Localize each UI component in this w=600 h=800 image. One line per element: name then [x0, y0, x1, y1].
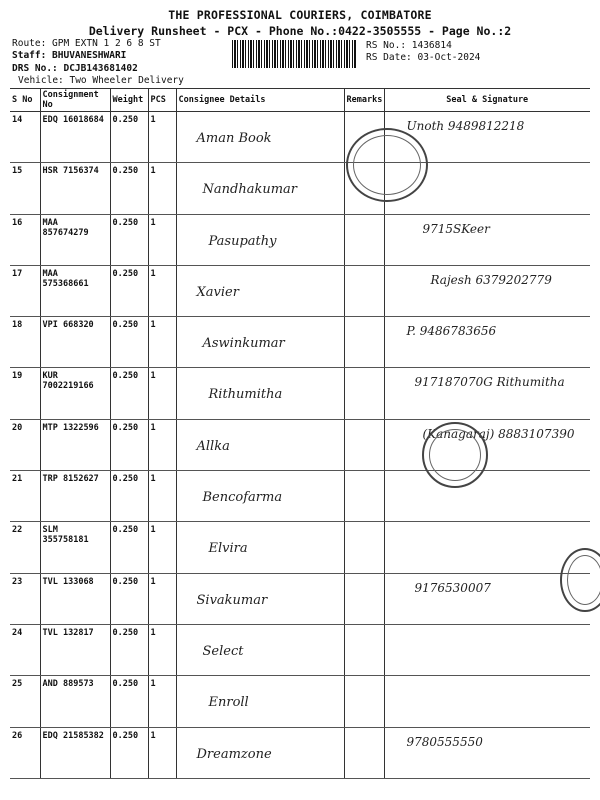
consignment-cell: AND 889573 — [40, 676, 110, 727]
consignment-cell: EDQ 16018684 — [40, 112, 110, 163]
sno-cell: 20 — [10, 419, 40, 470]
table-header-row — [10, 89, 590, 112]
handwritten-consignee: Xavier — [196, 284, 239, 300]
pcs-cell: 1 — [148, 727, 176, 778]
handwritten-signature: P. 9486783656 — [406, 324, 497, 339]
weight-cell: 0.250 — [110, 112, 148, 163]
table-row — [10, 214, 590, 265]
consignee-cell — [176, 676, 344, 727]
pcs-cell: 1 — [148, 624, 176, 675]
consignment-cell: TRP 8152627 — [40, 471, 110, 522]
sno-cell: 25 — [10, 676, 40, 727]
col-seal-signature: Seal & Signature — [384, 89, 590, 112]
pcs-cell: 1 — [148, 419, 176, 470]
handwritten-signature: 9176530007 — [414, 580, 491, 595]
handwritten-signature: 917187070G Rithumitha — [414, 375, 565, 390]
handwritten-consignee: Elvira — [208, 541, 248, 557]
table-row — [10, 624, 590, 675]
consignee-cell — [176, 265, 344, 316]
col-pcs: PCS — [148, 89, 176, 112]
weight-cell: 0.250 — [110, 727, 148, 778]
consignment-cell: EDQ 21585382 — [40, 727, 110, 778]
sno-cell: 26 — [10, 727, 40, 778]
rs-date: RS Date: 03-Oct-2024 — [366, 52, 481, 63]
consignee-cell — [176, 624, 344, 675]
signature-cell — [384, 214, 590, 265]
weight-cell: 0.250 — [110, 214, 148, 265]
table-row — [10, 676, 590, 727]
weight-cell: 0.250 — [110, 471, 148, 522]
table-row — [10, 727, 590, 778]
rs-number: RS No.: 1436814 — [366, 40, 452, 51]
weight-cell: 0.250 — [110, 419, 148, 470]
staff-text: Staff: BHUVANESHWARI — [12, 50, 127, 61]
weight-cell: 0.250 — [110, 573, 148, 624]
pcs-cell: 1 — [148, 265, 176, 316]
handwritten-consignee: Nandhakumar — [202, 182, 297, 198]
weight-cell: 0.250 — [110, 522, 148, 573]
handwritten-consignee: Rithumitha — [208, 387, 283, 403]
sno-cell: 16 — [10, 214, 40, 265]
consignment-cell: KUR 7002219166 — [40, 368, 110, 419]
col-consignment: Consignment No — [40, 89, 110, 112]
pcs-cell: 1 — [148, 112, 176, 163]
pcs-cell: 1 — [148, 573, 176, 624]
consignee-cell — [176, 317, 344, 368]
handwritten-consignee: Bencofarma — [202, 490, 283, 506]
sno-cell: 14 — [10, 112, 40, 163]
sno-cell: 15 — [10, 163, 40, 214]
table-row — [10, 573, 590, 624]
consignee-cell — [176, 368, 344, 419]
handwritten-signature: (Kanagaraj) 8883107390 — [422, 426, 575, 441]
col-weight: Weight — [110, 89, 148, 112]
consignee-cell — [176, 419, 344, 470]
runsheet-table — [10, 88, 590, 779]
signature-cell — [384, 676, 590, 727]
drs-number: DRS No.: DCJB143681402 — [12, 63, 138, 74]
sno-cell: 17 — [10, 265, 40, 316]
signature-cell — [384, 471, 590, 522]
handwritten-signature: Rajesh 6379202779 — [430, 272, 552, 287]
pcs-cell: 1 — [148, 317, 176, 368]
pcs-cell: 1 — [148, 368, 176, 419]
signature-cell — [384, 522, 590, 573]
handwritten-consignee: Pasupathy — [208, 233, 277, 249]
runsheet-subtitle: Delivery Runsheet - PCX - Phone No.:0422-3505555 - Page No.:2 — [88, 24, 512, 38]
delivery-stamp — [346, 128, 428, 202]
weight-cell: 0.250 — [110, 317, 148, 368]
table-row — [10, 112, 590, 163]
table-row — [10, 265, 590, 316]
consignment-cell: SLM 355758181 — [40, 522, 110, 573]
table-row — [10, 368, 590, 419]
table-row — [10, 522, 590, 573]
consignee-cell — [176, 214, 344, 265]
consignee-cell — [176, 727, 344, 778]
sno-cell: 21 — [10, 471, 40, 522]
handwritten-consignee: Aman Book — [196, 131, 272, 146]
pcs-cell: 1 — [148, 163, 176, 214]
table-row — [10, 419, 590, 470]
consignment-cell: MAA 575368661 — [40, 265, 110, 316]
consignment-cell: TVL 132817 — [40, 624, 110, 675]
col-consignee: Consignee Details — [176, 89, 344, 112]
handwritten-consignee: Sivakumar — [196, 592, 268, 608]
consignee-cell — [176, 573, 344, 624]
signature-cell — [384, 624, 590, 675]
table-row — [10, 163, 590, 214]
weight-cell: 0.250 — [110, 624, 148, 675]
sno-cell: 23 — [10, 573, 40, 624]
sno-cell: 22 — [10, 522, 40, 573]
pcs-cell: 1 — [148, 676, 176, 727]
vehicle-text: Vehicle: Two Wheeler Delivery — [18, 75, 184, 86]
handwritten-consignee: Dreamzone — [196, 746, 272, 762]
consignee-cell — [176, 163, 344, 214]
company-title: THE PROFESSIONAL COURIERS, COIMBATORE — [168, 8, 432, 22]
handwritten-consignee: Aswinkumar — [202, 336, 285, 352]
consignment-cell: MTP 1322596 — [40, 419, 110, 470]
sno-cell: 24 — [10, 624, 40, 675]
signature-cell — [384, 727, 590, 778]
consignee-cell — [176, 471, 344, 522]
consignee-cell — [176, 112, 344, 163]
barcode — [232, 40, 357, 68]
consignment-cell: HSR 7156374 — [40, 163, 110, 214]
sno-cell: 19 — [10, 368, 40, 419]
pcs-cell: 1 — [148, 471, 176, 522]
signature-cell — [384, 368, 590, 419]
handwritten-signature: 9780555550 — [406, 734, 483, 749]
consignment-cell: TVL 133068 — [40, 573, 110, 624]
col-remarks: Remarks — [344, 89, 384, 112]
signature-cell — [384, 317, 590, 368]
handwritten-signature: Unoth 9489812218 — [406, 119, 525, 133]
consignee-cell — [176, 522, 344, 573]
handwritten-consignee: Enroll — [208, 695, 249, 711]
weight-cell: 0.250 — [110, 163, 148, 214]
delivery-stamp — [422, 422, 488, 488]
signature-cell — [384, 265, 590, 316]
pcs-cell: 1 — [148, 522, 176, 573]
table-row — [10, 471, 590, 522]
handwritten-consignee: Allka — [196, 438, 230, 454]
handwritten-signature: 9715SKeer — [422, 221, 490, 236]
consignment-cell: VPI 668320 — [40, 317, 110, 368]
pcs-cell: 1 — [148, 214, 176, 265]
handwritten-consignee: Select — [202, 643, 244, 659]
route-text: Route: GPM EXTN 1 2 6 8 ST — [12, 38, 161, 49]
table-row — [10, 317, 590, 368]
sno-cell: 18 — [10, 317, 40, 368]
consignment-cell: MAA 857674279 — [40, 214, 110, 265]
col-sno: S No — [10, 89, 40, 112]
weight-cell: 0.250 — [110, 676, 148, 727]
weight-cell: 0.250 — [110, 265, 148, 316]
weight-cell: 0.250 — [110, 368, 148, 419]
